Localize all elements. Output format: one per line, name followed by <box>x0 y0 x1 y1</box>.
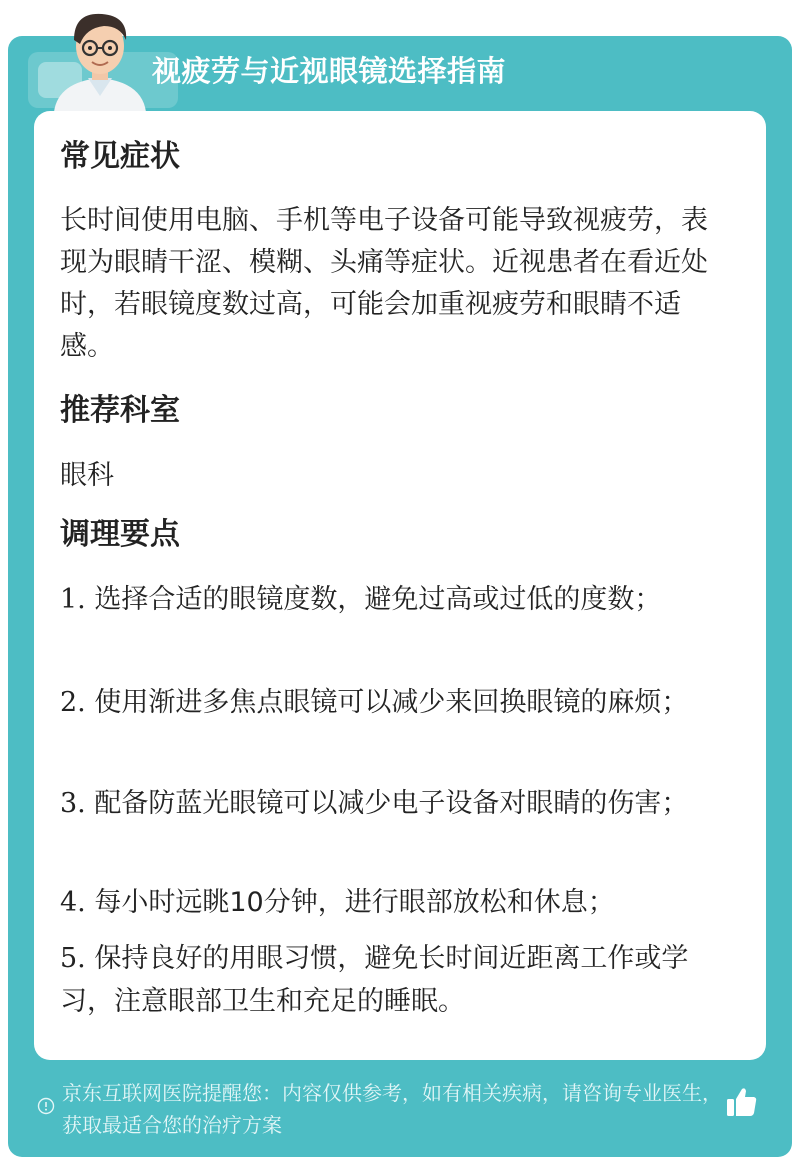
symptoms-heading: 常见症状 <box>60 139 180 174</box>
care-item-number: 5. <box>60 943 86 974</box>
content-panel <box>34 111 766 1060</box>
care-item-number: 2. <box>60 687 86 718</box>
care-item <box>60 881 732 924</box>
care-item <box>60 578 732 621</box>
care-item <box>60 937 732 1023</box>
symptoms-text: 长时间使用电脑、手机等电子设备可能导致视疲劳，表现为眼睛干涩、模糊、头痛等症状。近视患者在看近处时，若眼镜度数过高，可能会加重视疲劳和眼睛不适感。 <box>60 205 708 362</box>
care-item-number: 4. <box>60 887 86 918</box>
department-heading: 推荐科室 <box>60 393 180 428</box>
care-item-text: 选择合适的眼镜度数，避免过高或过低的度数； <box>85 584 662 615</box>
department-text: 眼科 <box>60 460 114 491</box>
thumbs-up-icon[interactable] <box>724 1084 760 1120</box>
info-icon <box>37 1097 55 1115</box>
care-heading: 调理要点 <box>60 517 180 552</box>
care-item <box>60 681 732 724</box>
care-item-text: 保持良好的用眼习惯，避免长时间近距离工作或学习，注意眼部卫生和充足的睡眠。 <box>60 943 689 1017</box>
care-item-number: 1. <box>60 584 86 615</box>
doctor-avatar-icon <box>44 4 156 112</box>
care-item-text: 配备防蓝光眼镜可以减少电子设备对眼睛的伤害； <box>85 788 689 819</box>
care-item-text: 使用渐进多焦点眼镜可以减少来回换眼镜的麻烦； <box>85 687 689 718</box>
care-item-text: 每小时远眺10分钟，进行眼部放松和休息； <box>85 887 615 918</box>
care-item <box>60 782 732 825</box>
care-item-number: 3. <box>60 788 86 819</box>
disclaimer-text: 京东互联网医院提醒您：内容仅供参考，如有相关疾病，请咨询专业医生，获取最适合您的治疗方案 <box>62 1081 722 1137</box>
page-title: 视疲劳与近视眼镜选择指南 <box>152 54 507 88</box>
